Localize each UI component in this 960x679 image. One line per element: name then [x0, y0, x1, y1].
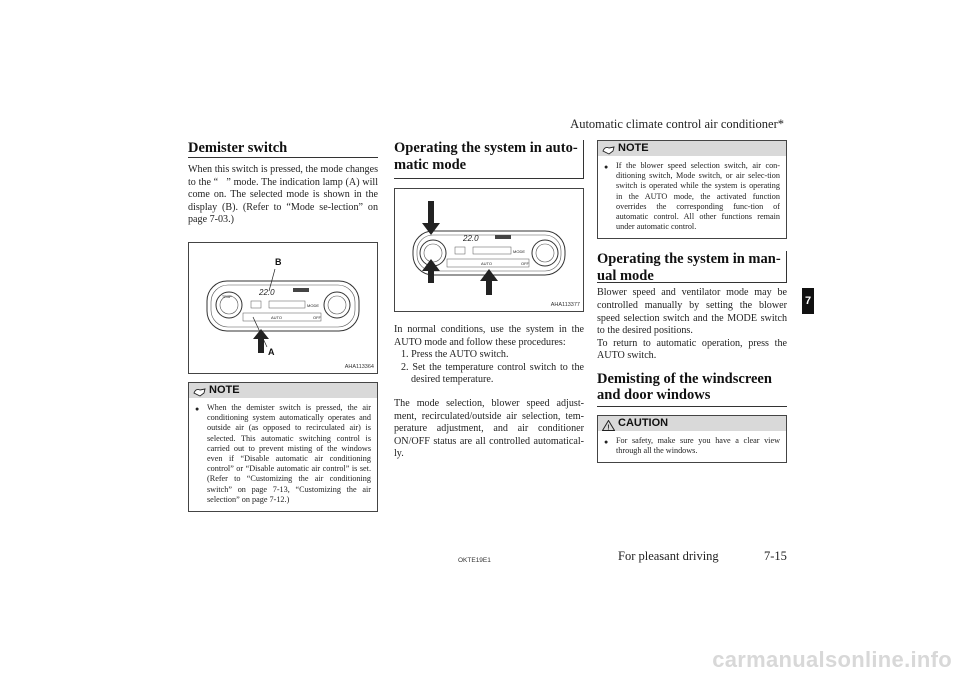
bullet-icon-2: ●: [604, 163, 609, 171]
figure-code: AHA113364: [344, 363, 374, 370]
note-box-demister: [188, 382, 378, 512]
running-head: Automatic climate control air conditioner*: [570, 117, 784, 131]
watermark: carmanualsonline.info: [712, 647, 952, 672]
figure-demister-panel: [188, 242, 378, 374]
step-1: 1. Press the AUTO switch.: [401, 349, 509, 361]
caution-text: For safety, make sure you have a clear view through all the windows.: [616, 435, 780, 456]
footer-section: For pleasant driving: [618, 549, 719, 563]
temp-readout-auto: 22.0: [463, 234, 479, 243]
caution-box: [597, 415, 787, 463]
column-1: [188, 140, 378, 512]
caution-label: CAUTION: [618, 416, 669, 429]
step-2: 2. Set the temperature control switch to the desired temperature.: [401, 361, 584, 386]
column-2: [394, 140, 584, 461]
note-label: NOTE: [209, 383, 240, 396]
mode-label-auto: MODE: [513, 249, 525, 254]
heading-demisting: Demisting of the windscreen and door windows: [597, 371, 787, 407]
column-3: [597, 140, 787, 463]
section-tab: 7: [802, 288, 814, 314]
note-text-2: If the blower speed selection switch, air con-ditioning switch, Mode switch, or air selec-tion switch is operated while the system is operating in the AUTO mode, the activated function overrides the corresponding func-tion of automatic control. All other functions remain under automatic control.: [616, 161, 780, 232]
heading-auto-mode: Operating the system in auto-matic mode: [394, 140, 584, 179]
demister-paragraph: When this switch is pressed, the mode changes to the “ ” mode. The indication lamp (A) will come on. The selected mode is shown in the display (B). (Refer to “Mode se-lection” on page 7-03.): [188, 164, 378, 226]
manual-paragraph: Blower speed and ventilator mode may be controlled manually by setting the blower speed selection switch and the MODE switch to the desired positions.: [597, 287, 787, 337]
auto-label: AUTO: [271, 314, 283, 320]
footer-page-number: 7-15: [764, 549, 787, 563]
callout-a: A: [268, 346, 275, 357]
temp-label-left: TEMP: [222, 294, 232, 299]
note-label-2: NOTE: [618, 142, 649, 154]
svg-text:!: !: [607, 424, 610, 431]
note-text: When the demister switch is pressed, the air conditioning system automatically operates and outside air (as opposed to recirculated air) is selected. This automatic switching control is carried out to prevent misting of the windows even if “Disable automatic air conditioning control” or “Disable automatic air control” is set. (Refer to “Customizing the air conditioning switch” on page 7-13, “Customizing the air selection” on page 7-12.): [207, 402, 371, 504]
off-label: OFF: [313, 314, 321, 320]
bullet-icon-3: ●: [604, 437, 609, 446]
auto-label-auto: AUTO: [481, 261, 493, 266]
off-label-auto: OFF: [521, 261, 529, 266]
climate-panel-illustration: [189, 243, 377, 373]
return-paragraph: To return to automatic operation, press the AUTO switch.: [597, 337, 787, 362]
arrow-up-icon: [253, 329, 269, 353]
figure-auto-panel: [394, 188, 584, 312]
note-box-auto: [597, 140, 787, 239]
callout-b: B: [275, 256, 282, 267]
heading-demister-switch: Demister switch: [188, 140, 378, 158]
bullet-icon: ●: [195, 404, 200, 413]
auto-intro: In normal conditions, use the system in the AUTO mode and follow these procedures:: [394, 324, 584, 348]
climate-panel-illustration-auto: [395, 189, 583, 311]
arrow-down-icon: [422, 201, 440, 235]
mode-label: MODE: [307, 302, 319, 308]
figure-code-auto: AHA113377: [550, 302, 580, 308]
footer-code: OKTE19E1: [458, 557, 491, 564]
auto-paragraph: The mode selection, blower speed adjust-ment, recirculated/outside air selection, tem-perature adjustment, and air conditioner ON/OFF status are all controlled automatical-ly.: [394, 397, 584, 460]
heading-manual-mode: Operating the system in man-ual mode: [597, 251, 787, 283]
temp-readout: 22.0: [259, 287, 275, 297]
